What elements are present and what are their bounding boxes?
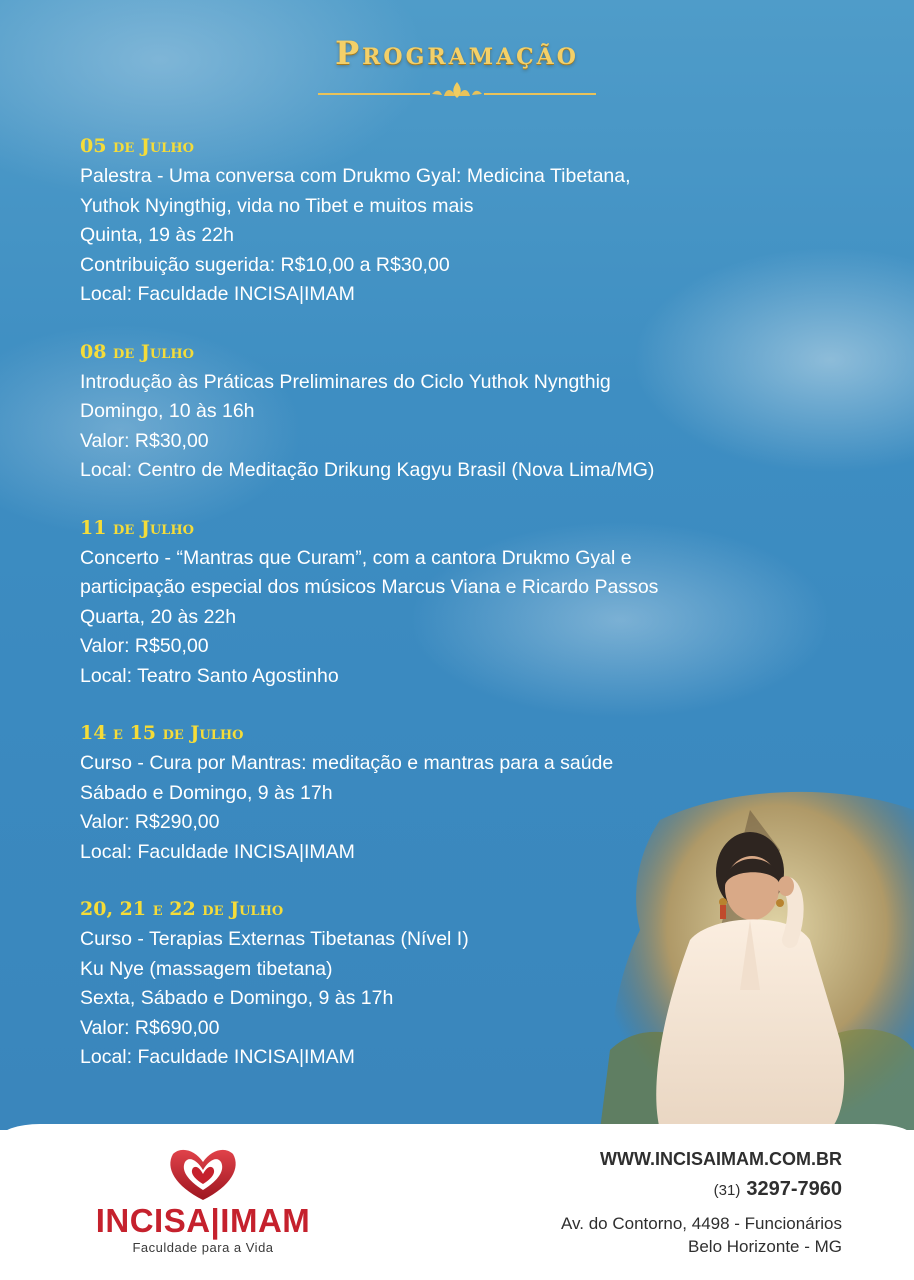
event-schedule: Domingo, 10 às 16h — [80, 400, 255, 422]
title-ornament — [318, 80, 596, 102]
event-location: Local: Faculdade INCISA|IMAM — [80, 840, 355, 863]
phone-digits: 3297-7960 — [746, 1178, 842, 1200]
website-link[interactable]: WWW.INCISAIMAM.COM.BR — [600, 1149, 842, 1169]
event-item — [80, 514, 800, 692]
event-item — [80, 338, 800, 486]
event-schedule: Sexta, Sábado e Domingo, 9 às 17h — [80, 987, 394, 1009]
logo-name: INCISA|IMAM — [95, 1202, 311, 1239]
address-line-1: Av. do Contorno, 4498 - Funcionários — [561, 1214, 842, 1233]
event-date: 11 de Julho — [80, 516, 194, 539]
logo[interactable] — [72, 1146, 334, 1261]
event-date: 05 de Julho — [80, 135, 194, 157]
page-title: Programação — [335, 34, 579, 72]
event-price: Valor: R$690,00 — [80, 1016, 220, 1039]
event-subtitle: Ku Nye (massagem tibetana) — [80, 957, 333, 980]
event-item — [80, 132, 800, 310]
event-date: 08 de Julho — [80, 340, 194, 363]
phone-number[interactable] — [422, 1174, 842, 1206]
event-price: Contribuição sugerida: R$10,00 a R$30,00 — [80, 253, 450, 276]
logo-tagline: Faculdade para a Vida — [132, 1240, 274, 1255]
event-price: Valor: R$30,00 — [80, 429, 209, 452]
phone-area-code: (31) — [713, 1182, 741, 1199]
event-location: Local: Faculdade INCISA|IMAM — [80, 283, 355, 305]
contact-block — [422, 1146, 842, 1258]
singer-photo — [600, 790, 914, 1130]
event-price: Valor: R$50,00 — [80, 635, 209, 657]
event-location: Local: Faculdade INCISA|IMAM — [80, 1046, 355, 1068]
event-date: 14 e 15 de Julho — [80, 722, 244, 744]
logo-emblem-icon — [163, 1146, 243, 1202]
event-location: Local: Centro de Meditação Drikung Kagyu Brasil (Nova Lima/MG) — [80, 459, 655, 481]
event-location: Local: Teatro Santo Agostinho — [80, 664, 339, 687]
event-schedule: Sábado e Domingo, 9 às 17h — [80, 781, 333, 804]
event-title: Curso - Terapias Externas Tibetanas (Nível I) — [80, 928, 469, 950]
event-title: Palestra - Uma conversa com Drukmo Gyal: Medicina Tibetana, — [80, 165, 631, 187]
event-title-cont: participação especial dos músicos Marcus Viana e Ricardo Passos — [80, 576, 659, 598]
address-line-2: Belo Horizonte - MG — [688, 1237, 842, 1256]
event-title-cont: Yuthok Nyingthig, vida no Tibet e muitos mais — [80, 194, 474, 217]
event-title: Concerto - “Mantras que Curam”, com a cantora Drukmo Gyal e — [80, 546, 632, 569]
event-schedule: Quarta, 20 às 22h — [80, 605, 237, 628]
event-title: Curso - Cura por Mantras: meditação e mantras para a saúde — [80, 752, 614, 774]
event-date: 20, 21 e 22 de Julho — [80, 898, 284, 920]
event-title: Introdução às Práticas Preliminares do Ciclo Yuthok Nyngthig — [80, 370, 611, 393]
event-price: Valor: R$290,00 — [80, 811, 220, 833]
event-schedule: Quinta, 19 às 22h — [80, 224, 234, 246]
